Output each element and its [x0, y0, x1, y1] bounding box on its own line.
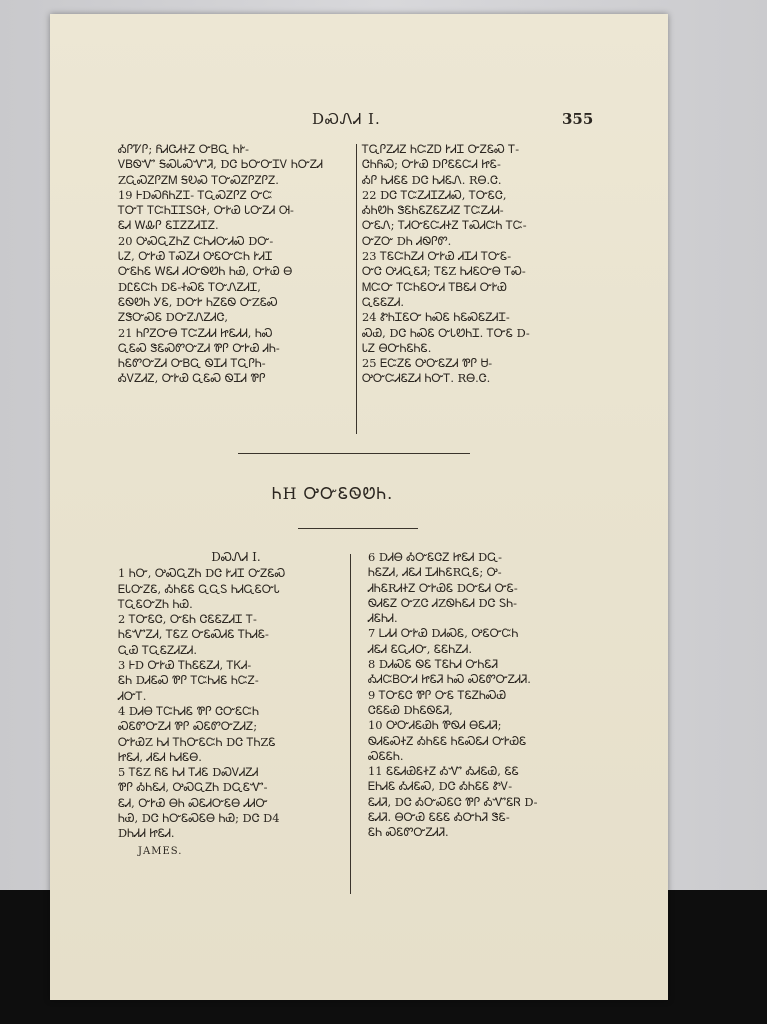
text-line: 2 ᎢᏅᏋᏣ, ᏅᏋᏂ ᏣᏋᏋᏃᏗᏆ Ꭲ- — [118, 612, 257, 627]
top-right-column — [362, 142, 598, 387]
text-line: ᏍᏯ, DᏣ ᏂᏍᏋ ᏅᏓᏬᏂᏆ. ᎢᏅᏋ D- — [362, 325, 530, 340]
text-line: ᏋᏗᏘ. ᎾᏅᏯ ᏋᏋᏋ ᎣᏅᏂᏘ ᏕᏋ- — [368, 810, 510, 825]
text-line: 5 ᎢᏋZ ᏲᏋ ᏂᏗ ᎢᏗᏋ DᏍᏙᏗᏃᏗ — [118, 765, 259, 780]
text-line: ᏋᏗᏘ, DᏣ ᎣᏅᏍᏋᏣ ᏈᎵ ᎣᏉᏋᏒ D- — [368, 794, 538, 809]
text-line: ᏥᏋᏗ, ᏗᏋᏗ ᏂᏗᏋᎾ. — [118, 749, 202, 764]
text-line: ᎢᏩᏋᏅᏃᏂ ᏂᏯ. — [118, 596, 193, 611]
text-line: ᏋᏗ ᎳᎲᎵ ᏋᏆᏃᏃᏗᏆᏃ. — [118, 218, 219, 233]
text-line: ᏫᏗᏋᏃ ᏅZᏣ ᏗZᏫᏂᏋᏗ DᏣ ᏚᏂ- — [368, 595, 517, 610]
text-line: ᏗᏅᎢ. — [118, 688, 147, 703]
running-head: DᏍᏁᏗ I. — [312, 110, 381, 128]
text-line: ᏣᏂᏲᏍ; ᏅᎨᏯ DᎵᏋᏋᏨᏗ ᏥᏋ- — [362, 157, 501, 172]
text-line: ᏩᏋᏍ ᏕᏋᏍᏛᏅᏃᏗ ᏈᎵ ᏅᎨᏯ ᏗᏂ- — [118, 340, 280, 355]
text-line: 9 ᎢᏅᏋᏣ ᏈᎵ ᏅᏋ ᎢᏋᏃᏂᏍᏯ — [368, 687, 507, 702]
bottom-left-column — [118, 550, 354, 859]
column-divider-top — [356, 144, 357, 434]
text-line: 25 ᎬᏨᏃᏋ ᎤᏅᏋᏃᏗ ᏈᎵ Ꮜ- — [362, 356, 493, 371]
book-page — [50, 14, 668, 1000]
page-number: 355 — [562, 110, 594, 128]
text-line: ᎣᏙᏃᏗᏃ, ᏅᎨᏯ ᏩᏋᏍ ᏫᏆᏗ ᏈᎵ — [118, 371, 266, 386]
text-line: ᏅᏋᏂᏋ ᎳᏋᏗ ᏗᏅᏫᏬᏂ ᏂᏯ, ᏅᎨᏯ Ꮎ — [118, 264, 293, 279]
text-line: ZᏩᏍᏃᎵᏃᎷ ᎦᎧᏍ ᎢᏅᏍᏃᎵᏃᎵᏃ. — [118, 172, 279, 187]
text-line: ᏗᏂᏋRᏗᏐᏃ ᏅᎨᏯᏋ DᏅᏋᏗ ᏅᏋ- — [368, 580, 518, 595]
text-line: ᎣᏂᏬᏂ ᏕᏋᏂᏋᏃᏋᏃᏗᏃ ᎢᏨᏃᏗᏗ- — [362, 203, 504, 218]
text-line: ᏂᏋᏉᏃᏗ, ᎢᏋZ ᏅᏋᏍᏗᏋ ᎢᏂᏗᏋ- — [118, 627, 269, 642]
text-line: ᏈᎵ ᎣᏂᏋᏗ, ᎤᏍᏩᏃᏂ DᏩᏋᏉ- — [118, 780, 268, 795]
text-line: ᏅᎨᏯZ ᏂᏗ ᎢᏂᏅᏋᏨᏂ DᏣ ᎢᏂZᏋ — [118, 734, 276, 749]
book-title: ᏂH ᎤᏅᏋᏫᏬᏂ. — [272, 484, 394, 503]
text-line: ᏓᏃ ᎾᏅᏂᏋᏂᏋ. — [362, 340, 432, 355]
text-line: ᏙᏴᏫᏉ ᎦᏍᏓᏍᏉᏘ, DᏣ ᏏᏅᏅᏆᏙ ᏂᏅᏃᏗ — [118, 157, 323, 172]
chapter-heading: DᏍᏁᏗ I. — [211, 550, 261, 564]
text-line: DᏝᏋᏨᏂ DᏋ-ᏐᏍᏋ ᎢᏅᏁᏃᏗᏆ, — [118, 279, 261, 294]
text-line: 7 ᏞᏗᏗ ᏅᎨᏯ DᏗᏍᏋ, ᎤᏋᏅᏨᏂ — [368, 626, 519, 641]
title-underline — [298, 528, 418, 529]
text-line: ᏗᏋᏂᏗ. — [368, 611, 398, 626]
text-line: ᎷᏨᏅ ᎢᏨᏂᏋᏅᏗ ᎢᏴᏋᏗ ᏅᎨᏯ — [362, 279, 507, 294]
text-line: ᏅᏃᏅ DᏂ ᏗᏫᎵᏛ. — [362, 233, 452, 248]
text-line: ᏂᏋᏃᏗ, ᏗᏋᏗ ᏆᏗᏂᏋRᏩᏋ; Ꭴ- — [368, 565, 502, 580]
text-line: ᏣᏋᏋᏯ DᏂᏋᏫᏋᏘ, — [368, 702, 453, 717]
text-line: ᏅᏋᏁ; ᎢᏗᏅᏋᏨᏗᏐᏃ ᎢᏍᏗᏨᏂ ᎢᏨ- — [362, 218, 527, 233]
text-line: ᎣᎵ ᏂᏗᏋᏋ DᏣ ᏂᏗᏋᏁ. RᎾ.Ꮳ. — [362, 172, 502, 187]
text-line: ᎣᎵᏤᎵ; ᏲᏗᏣᏗᏐᏃ ᏅᏴᏩ ᏂᎨ- — [118, 142, 249, 156]
text-line: ᏋᏂ ᏍᏋᏛᏅᏃᏗᏘ. — [368, 825, 449, 840]
column-divider-bottom — [350, 554, 351, 894]
text-line: ᎢᏅᎢ ᎢᏨᏂᏆᏆᏚᏣᏐ, ᏅᎨᏯ ᏓᏅᏃᏗ Ꮊ- — [118, 203, 294, 218]
text-line: ᏓᏃ, ᏅᎨᏯ ᎢᏍᏃᏗ ᎤᏋᏅᏨᏂ ᎨᏗᏆ — [118, 249, 273, 264]
text-line: 4 DᏗᎾ ᎢᏨᏂᏗᏋ ᏈᎵ ᏣᏅᏋᏨᏂ — [118, 703, 259, 718]
text-line: 8 DᏗᏍᏋ ᏫᏋ ᎢᏋᏂᏗ ᏅᏂᏋᏘ — [368, 657, 498, 672]
text-line: ᏋᏗ, ᏅᎨᏯ ᎾᏂ ᏍᏋᏗᏅᏋᎾ ᏗᏗᏅ — [118, 795, 268, 810]
catchword: JAMES. — [138, 845, 183, 857]
text-line: ᏂᏯ, DᏣ ᏂᏅᏋᏍᏋᎾ ᏂᏯ; DᏣ D4 — [118, 811, 280, 826]
text-line: 21 ᏂᎵᏃᏅᎾ ᎢᏨᏃᏗᏗ ᏥᏋᏗᏗ, ᏂᏍ — [118, 325, 273, 340]
text-line: ᎤᏅᏨᏗᏋᏃᏗ ᏂᏅᎢ. RᎾ.Ꮳ. — [362, 371, 491, 386]
text-line: ᏃᏕᏅᏍᏋ DᏅᏃᏁᏃᏗᏣ, — [118, 310, 229, 325]
text-line: 23 ᎢᏋᏨᏂᏃᏗ ᏅᎨᏯ ᏗᏆᏗ ᎢᏅᏋ- — [362, 249, 512, 264]
text-line: ᏍᏋᏛᏅᏃᏗ ᏈᎵ ᏍᏋᏛᏅᏃᏗᏃ; — [118, 719, 258, 734]
text-line: ᏍᏋᏋᏂ. — [368, 748, 404, 763]
text-line: ᏋᏫᏬᏂ ᎩᏋ, DᏅᎨ ᏂᏃᏋᏫ ᏅZᏋᏍ — [118, 294, 278, 309]
text-line: DᏂᏗᏗ ᏥᏋᏗ. — [118, 826, 175, 841]
text-line: ᏫᏗᏋᏍᏐᏃ ᎣᏂᏋᏋ ᏂᏋᏍᏋᏗ ᏅᎨᏯᏋ — [368, 733, 527, 748]
text-line: ᏅᏣ ᎤᏗᏩᏋᏘ; ᎢᏋZ ᏂᏗᏋᏅᎾ ᎢᏍ- — [362, 264, 526, 279]
text-line: ᎬᏂᏗᏋ ᎣᏗᏋᏍ, DᏣ ᎣᏂᏋᏋ ᏑᏙ- — [368, 779, 513, 794]
text-line: 1 ᏂᏅ, ᎤᏍᏩᏃᏂ DᏣ ᎨᏗᏆ ᏅᏃᏋᏍ — [118, 566, 286, 581]
text-line: 24 ᏑᏂᏆᏋᏅ ᏂᏍᏋ ᏂᏋᏍᏋᏃᏗᏆ- — [362, 310, 510, 325]
bottom-right-column — [368, 550, 604, 841]
text-line: ᏂᏋᏛᏅᏃᏗ ᏅᏴᏩ ᏫᏆᏗ ᎢᏩᎵᏂ- — [118, 356, 266, 371]
text-line: 11 ᏋᏋᏗᏯᏋᏐᏃ ᎣᏉ ᎣᏗᏋᏯ, ᏋᏋ — [368, 764, 519, 779]
text-line: 20 ᎤᏍᏩᏃᏂᏃ ᏨᏂᏗᏅᏗᏍ DᏅ- — [118, 233, 274, 248]
text-line: ᏋᏂ DᏗᏋᏍ ᏈᎵ ᎢᏨᏂᏗᏋ ᏂᏨᏃ- — [118, 673, 259, 688]
text-line: ᎬᏓᏅᏃᏋ, ᎣᏂᏋᏋ ᏩᏩᏚ ᏂᏗᏩᏋᏅᏓ — [118, 581, 280, 596]
text-line: ᎣᏗᏨᏴᏅᏗ ᏥᏋᏘ ᏂᏍ ᏍᏋᏛᏅᏃᏗᏘ. — [368, 672, 531, 687]
text-line: 3 ᎰD ᏅᎨᏯ ᎢᏂᏋᏋᏃᏗ, ᎢᏦᏗ- — [118, 658, 252, 673]
text-line: ᏩᏋᏋᏃᏗ. — [362, 294, 405, 309]
text-line: 19 ᎰDᏍᏲᏂᏃᏆ- ᎢᏩᏍᏃᎵᏃ ᏅᏨ — [118, 187, 273, 202]
top-left-column — [118, 142, 354, 387]
text-line: 22 DᏣ ᎢᏨᏃᏗᏆᏃᏗᏍ, ᎢᏅᏋᏣ, — [362, 187, 507, 202]
text-line: ᏗᏋᏗ ᏋᏩᏗᏅ, ᏋᏋᏂᏃᏗ. — [368, 641, 472, 656]
section-divider — [238, 453, 470, 454]
text-line: 10 ᎤᏅᏗᏋᏯᏂ ᏈᏫᏗ ᎾᏋᏗᏘ; — [368, 718, 502, 733]
text-line: 6 DᏗᎾ ᎣᏅᏋᏣᏃ ᏥᏋᏗ DᏩ- — [368, 550, 502, 564]
text-line: ᏩᏯ ᎢᏩᏋᏃᏗᏃᏗ. — [118, 642, 197, 657]
text-line: ᎢᏩᎵᏃᏗᏃ ᏂᏨᏃᎠ ᎨᏗᏆ ᏅᏃᏋᏍ Ꭲ- — [362, 142, 520, 156]
